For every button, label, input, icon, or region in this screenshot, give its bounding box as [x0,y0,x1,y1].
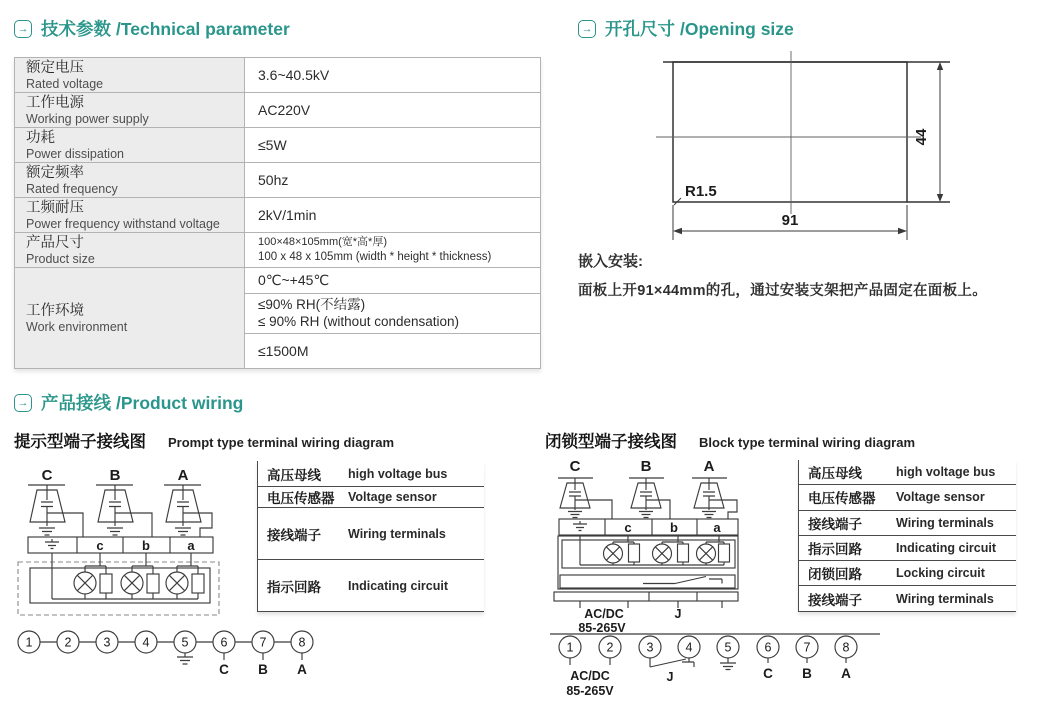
svg-text:3: 3 [103,635,111,650]
svg-text:J: J [674,607,682,621]
voltage-sensor-phase-a [692,458,737,519]
svg-text:a: a [187,538,195,553]
relay-contact [643,577,722,584]
svg-text:6: 6 [764,640,772,655]
arrow-right-icon: → [14,20,32,38]
row-label: 工作环境 Work environment [15,268,245,368]
product-wiring-title [41,390,243,415]
svg-text:C: C [219,662,229,677]
sub-value: 0℃~+45℃ [245,268,540,294]
row-value: 50hz [258,172,289,188]
table-row [15,93,540,128]
device-box [558,535,738,589]
resistor [192,574,204,593]
pin-row [18,631,313,677]
ground-symbol [39,528,55,535]
voltage-sensor-phase-b [629,458,670,519]
technical-parameter-header [14,16,290,41]
cutout-rectangle [673,62,907,202]
svg-text:B: B [258,662,268,677]
height-dimension [913,62,943,202]
svg-text:4: 4 [685,640,693,655]
row-value-group [245,268,540,368]
legend-row: 高压母线 high voltage bus [799,460,1016,485]
row-label: 功耗 Power dissipation [15,128,245,162]
table-row-work-environment [15,268,540,368]
ground-symbol [639,512,653,518]
width-dimension [673,205,907,240]
legend-row: 指示回路 Indicating circuit [258,560,484,612]
legend-row: 接线端子 Wiring terminals [799,511,1016,536]
svg-text:85-265V: 85-265V [566,684,614,698]
title-en: /Product wiring [116,393,244,413]
ground-symbol [177,653,193,664]
product-wiring-header [14,390,243,415]
technical-parameter-title [41,16,290,41]
title-zh: 开孔尺寸 [605,19,675,39]
svg-text:A: A [841,666,851,681]
title-en: /Opening size [680,19,794,39]
row-value: ≤5W [258,137,287,153]
terminal-strip [559,519,738,535]
terminal-strip [28,537,213,553]
svg-text:1: 1 [25,635,33,650]
ground-symbol [568,512,582,518]
svg-text:c: c [96,538,104,553]
block-legend-table [798,460,1016,612]
svg-text:b: b [670,520,678,535]
title-en: /Technical parameter [116,19,290,39]
svg-text:7: 7 [259,635,267,650]
arrow-right-icon: → [14,394,32,412]
legend-row: 高压母线 high voltage bus [258,461,484,487]
pin-row [559,636,857,698]
title-zh: 产品接线 [41,393,111,413]
ground-symbol [45,539,59,549]
svg-text:a: a [713,520,721,535]
ground-symbol [175,528,191,535]
ground-symbol [107,528,123,535]
legend-row: 接线端子 Wiring terminals [258,508,484,560]
svg-text:c: c [624,520,632,535]
resistor [100,574,112,593]
svg-text:B: B [109,467,121,484]
svg-text:2: 2 [64,635,72,650]
svg-text:5: 5 [724,640,732,655]
svg-text:AC/DC: AC/DC [584,607,624,621]
svg-text:J: J [666,670,674,684]
svg-text:A: A [297,662,307,677]
svg-text:2: 2 [606,640,614,655]
install-note-description: 面板上开91×44mm的孔，通过安装支架把产品固定在面板上。 [578,283,988,299]
row-label: 额定电压 Rated voltage [15,58,245,92]
svg-text:91: 91 [781,212,799,229]
svg-text:85-265V: 85-265V [578,621,626,635]
svg-text:3: 3 [646,640,654,655]
svg-text:A: A [177,467,189,484]
install-note-title: 嵌入安装: [578,253,643,270]
table-row [15,198,540,233]
locking-circuit-box [560,575,735,588]
svg-text:B: B [802,666,812,681]
svg-text:6: 6 [220,635,228,650]
legend-row: 接线端子 Wiring terminals [799,586,1016,611]
relay-contact [650,658,694,667]
resistor [678,544,689,562]
row-label: 工作电源 Working power supply [15,93,245,127]
opening-size-title [605,16,794,41]
ground-symbol [720,658,736,670]
prompt-legend-table [257,461,484,612]
table-row [15,233,540,268]
ground-symbol [702,512,716,518]
row-value: AC220V [258,102,311,118]
row-label: 产品尺寸 Product size [15,233,245,267]
resistor [147,574,159,593]
svg-text:A: A [703,458,715,475]
legend-row: 指示回路 Indicating circuit [799,536,1016,561]
svg-text:4: 4 [142,635,150,650]
svg-text:8: 8 [842,640,850,655]
svg-text:B: B [640,458,652,475]
svg-text:AC/DC: AC/DC [570,669,610,683]
svg-text:C: C [41,467,53,484]
table-row [15,163,540,198]
title-zh: 技术参数 [41,19,111,39]
block-diagram-subtitle: 闭锁型端子接线图 Block type terminal wiring diagram [545,433,915,451]
voltage-sensor-phase-b [96,467,152,537]
svg-text:C: C [569,458,581,475]
svg-text:R1.5: R1.5 [685,183,717,200]
opening-size-drawing [640,48,970,248]
row-value: 3.6~40.5kV [258,67,330,83]
row-label: 额定频率 Rated frequency [15,163,245,197]
voltage-sensor-phase-c [28,467,83,537]
svg-text:5: 5 [181,635,189,650]
svg-text:1: 1 [566,640,574,655]
voltage-sensor-phase-c [558,458,612,519]
indicating-circuit-box [18,553,219,615]
row-value: 100×48×105mm(宽*高*厚) 100 x 48 x 105mm (width * height * thickness) [258,236,492,263]
legend-row: 电压传感器 Voltage sensor [799,485,1016,510]
svg-text:7: 7 [803,640,811,655]
legend-row: 闭锁回路 Locking circuit [799,561,1016,586]
prompt-diagram-subtitle: 提示型端子接线图 Prompt type terminal wiring diagram [14,433,395,451]
svg-text:C: C [763,666,773,681]
table-row [15,58,540,93]
voltage-sensor-phase-a [164,467,212,537]
sub-value: ≤90% RH(不结露) ≤ 90% RH (without condensation) [245,294,540,334]
opening-size-header [578,16,794,41]
row-label: 工频耐压 Power frequency withstand voltage [15,198,245,232]
table-row [15,128,540,163]
resistor [629,544,640,562]
ground-symbol [573,521,587,531]
svg-text:b: b [142,538,150,553]
row-value: 2kV/1min [258,207,317,223]
svg-text:44: 44 [913,128,930,146]
resistor [719,544,730,562]
legend-row: 电压传感器 Voltage sensor [258,487,484,508]
sub-value: ≤1500M [258,342,309,359]
technical-parameter-table [14,57,541,369]
svg-text:8: 8 [298,635,306,650]
arrow-right-icon: → [578,20,596,38]
